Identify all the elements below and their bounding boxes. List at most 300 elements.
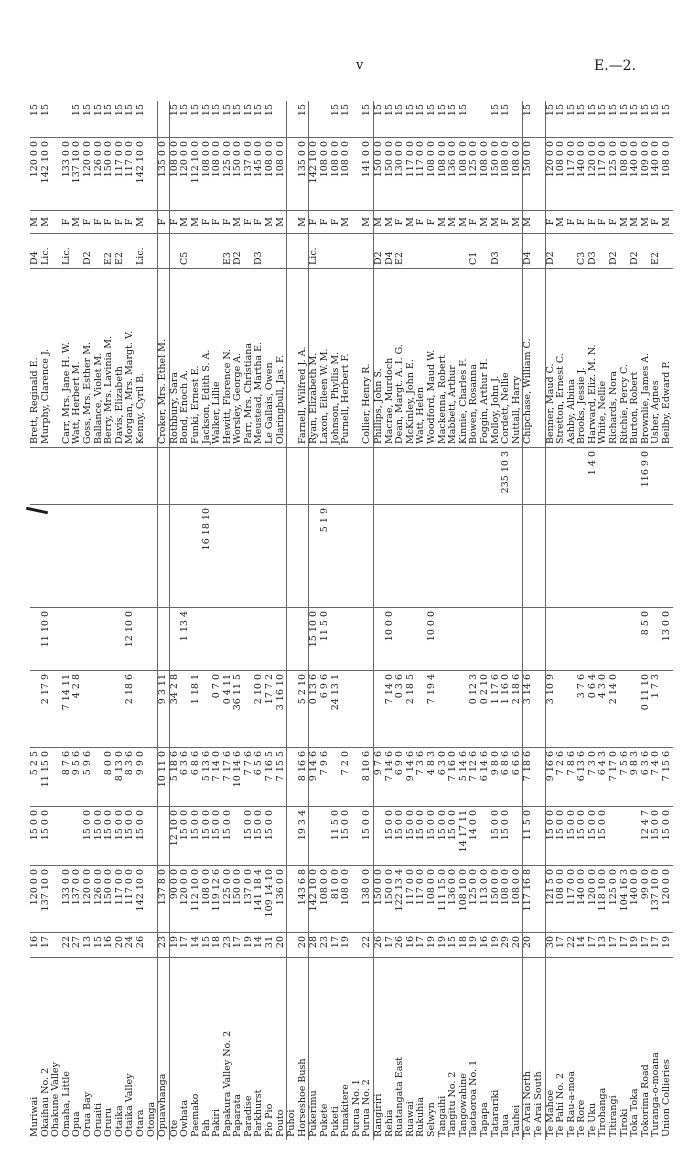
cell-a: 137 8 0	[158, 866, 170, 933]
cell-teacher: McKinley, John E.	[406, 269, 417, 448]
cell-f	[158, 505, 170, 608]
cell-f: 5 1 9	[320, 505, 331, 608]
cell-grade: 27	[72, 933, 83, 958]
cell-school: Pouto	[276, 958, 287, 1141]
table-row	[202, 101, 213, 1140]
cell-sex: F	[223, 211, 234, 234]
cell-salary: 142 10 0	[309, 138, 320, 211]
cell-grade: 17	[233, 933, 244, 958]
table-row	[83, 101, 94, 1140]
cell-e	[223, 608, 234, 671]
cell-a: 111 15 0	[438, 866, 449, 933]
cell-school: Pakiri	[212, 958, 223, 1141]
cell-c: 6 8 6	[191, 748, 202, 807]
cell-b: 15 0 0	[223, 807, 234, 866]
table-row	[469, 101, 480, 1140]
table-row	[331, 101, 342, 1140]
cell-e	[62, 608, 73, 671]
cell-f	[545, 505, 556, 608]
cell-classification: Lic.	[136, 234, 147, 269]
cell-school: Toka Toka	[630, 958, 641, 1141]
cell-g	[233, 448, 244, 505]
cell-classification: E2	[395, 234, 406, 269]
cell-sex: M	[556, 211, 567, 234]
cell-grade: 17	[331, 933, 342, 958]
cell-f	[180, 505, 191, 608]
cell-b: 15 0 0	[115, 807, 126, 866]
cell-classification: C3	[577, 234, 588, 269]
cell-allowance	[51, 101, 62, 138]
cell-classification: D3	[588, 234, 599, 269]
cell-teacher: Bowen, Rosanna	[469, 269, 480, 448]
cell-grade: 24	[125, 933, 136, 958]
cell-salary: 108 0 0	[276, 138, 287, 211]
cell-b: 15 0 0	[104, 807, 115, 866]
cell-f	[512, 505, 523, 608]
cell-sex: M	[72, 211, 83, 234]
cell-allowance: 15	[394, 104, 406, 117]
cell-d	[341, 671, 352, 748]
cell-f	[427, 505, 438, 608]
cell-g	[523, 448, 534, 505]
cell-f	[62, 505, 73, 608]
cell-e	[523, 608, 534, 671]
cell-e	[30, 608, 41, 671]
cell-allowance	[158, 101, 170, 138]
cell-school: Owhata	[180, 958, 191, 1141]
cell-teacher: Ryan, Elizabeth M.	[309, 269, 320, 448]
cell-b: 15 0 0	[265, 807, 276, 866]
cell-f	[395, 505, 406, 608]
cell-school: Turanga-o-moana	[651, 958, 662, 1141]
cell-classification	[406, 234, 417, 269]
cell-e	[191, 608, 202, 671]
cell-d	[374, 671, 385, 748]
cell-c	[147, 748, 158, 807]
cell-salary: 108 0 0	[341, 138, 352, 211]
cell-school: Oruaiti	[94, 958, 105, 1141]
cell-salary: 150 0 0	[374, 138, 385, 211]
cell-c: 8 10 6	[362, 748, 373, 807]
cell-d: 7 14 11	[62, 671, 73, 748]
cell-f	[459, 505, 470, 608]
cell-d: 2 18 6	[512, 671, 523, 748]
cell-teacher: Walker, Lillie	[212, 269, 223, 448]
cell-teacher: Rothbury, Sara	[169, 269, 180, 448]
cell-d	[352, 671, 363, 748]
cell-b: 15 0 0	[416, 807, 427, 866]
cell-school: Opuawhanga	[158, 958, 170, 1141]
cell-salary: 117 0 0	[598, 138, 609, 211]
cell-sex: F	[62, 211, 73, 234]
cell-d: 36 11 5	[233, 671, 244, 748]
cell-c: 6 3 6	[180, 748, 191, 807]
cell-b: 15 0 0	[94, 807, 105, 866]
cell-a: 140 0 0	[630, 866, 641, 933]
cell-classification	[298, 234, 309, 269]
cell-a: 117 0 0	[416, 866, 427, 933]
cell-school: Punakitere	[341, 958, 352, 1141]
cell-e	[512, 608, 523, 671]
cell-classification: C5	[180, 234, 191, 269]
cell-salary: 126 0 0	[94, 138, 105, 211]
cell-sex: M	[374, 211, 385, 234]
cell-teacher: Ashby, Albina	[567, 269, 578, 448]
cell-classification: D2	[83, 234, 94, 269]
cell-teacher: Watt, Herbert M.	[72, 269, 83, 448]
cell-g	[30, 448, 41, 505]
cell-f	[588, 505, 599, 608]
cell-salary: 150 0 0	[523, 138, 534, 211]
cell-c: 8 0 0	[104, 748, 115, 807]
cell-b: 15 0 0	[577, 807, 588, 866]
cell-school: Parkhurst	[254, 958, 265, 1141]
cell-sex: F	[320, 211, 331, 234]
cell-classification: D4	[385, 234, 396, 269]
table-row	[62, 101, 73, 1140]
table-row	[341, 101, 352, 1140]
cell-d	[620, 671, 631, 748]
cell-e	[341, 608, 352, 671]
cell-c: 7 15 6	[662, 748, 673, 807]
cell-a: 108 0 0	[320, 866, 331, 933]
cell-g	[265, 448, 276, 505]
cell-allowance: 15	[39, 104, 51, 117]
cell-sex: F	[169, 211, 180, 234]
cell-g	[480, 448, 491, 505]
cell-classification: D4	[523, 234, 534, 269]
cell-salary: 108 0 0	[331, 138, 342, 211]
cell-d	[94, 671, 105, 748]
cell-teacher: Ballance, Violet M.	[94, 269, 105, 448]
cell-school: Otonga	[147, 958, 158, 1141]
cell-teacher: Kenny, Cyril B.	[136, 269, 147, 448]
cell-b: 15 0 0	[501, 807, 512, 866]
cell-c: 9 14 6	[309, 748, 320, 807]
table-row	[427, 101, 438, 1140]
cell-sex: F	[254, 211, 265, 234]
cell-classification: Lic.	[309, 234, 320, 269]
cell-school: Te Arai South	[534, 958, 545, 1141]
cell-a: 125 0 0	[469, 866, 480, 933]
cell-sex: M	[385, 211, 396, 234]
cell-d	[104, 671, 115, 748]
table-row	[374, 101, 385, 1140]
cell-sex: F	[83, 211, 94, 234]
cell-c: 5 14 6	[459, 748, 470, 807]
cell-sex: M	[233, 211, 244, 234]
cell-c: 7 12 6	[469, 748, 480, 807]
cell-a: 117 0 0	[567, 866, 578, 933]
cell-e	[265, 608, 276, 671]
cell-sex: M	[406, 211, 417, 234]
cell-e	[352, 608, 363, 671]
cell-classification	[287, 234, 298, 269]
cell-school: Tangitu No. 2	[448, 958, 459, 1141]
cell-g	[104, 448, 115, 505]
table-row	[588, 101, 599, 1140]
cell-salary: 150 0 0	[385, 138, 396, 211]
cell-salary: 140 0 0	[651, 138, 662, 211]
cell-g	[362, 448, 373, 505]
cell-g	[651, 448, 662, 505]
cell-c: 6 13 6	[577, 748, 588, 807]
cell-teacher: Murphy, Clarence J.	[41, 269, 52, 448]
cell-salary: 108 0 0	[427, 138, 438, 211]
cell-classification: E3	[223, 234, 234, 269]
table-row	[406, 101, 417, 1140]
cell-school: Union Collieries	[662, 958, 673, 1141]
cell-salary: 117 0 0	[406, 138, 417, 211]
cell-f	[501, 505, 512, 608]
cell-b: 15 0 0	[180, 807, 191, 866]
cell-salary: 117 0 0	[416, 138, 427, 211]
cell-c: 6 3 0	[438, 748, 449, 807]
cell-d	[448, 671, 459, 748]
cell-d: 3 16 10	[276, 671, 287, 748]
cell-f	[448, 505, 459, 608]
cell-c: 9 9 0	[136, 748, 147, 807]
cell-allowance	[534, 101, 545, 138]
cell-c: 5 18 6	[169, 748, 180, 807]
cell-teacher: Laxon, Eileen W. M.	[320, 269, 331, 448]
page-number: v	[356, 58, 364, 73]
cell-g	[147, 448, 158, 505]
cell-school: Tiroki	[620, 958, 631, 1141]
cell-grade: 15	[448, 933, 459, 958]
cell-salary: 108 0 0	[556, 138, 567, 211]
cell-teacher: Richards, Nora	[609, 269, 620, 448]
cell-g: 116 9 0	[641, 448, 652, 505]
table-row	[265, 101, 276, 1140]
cell-a: 109 14 10	[265, 866, 276, 933]
cell-f	[362, 505, 373, 608]
cell-classification	[534, 234, 545, 269]
cell-teacher: Chipchase, William C.	[523, 269, 534, 448]
cell-classification: Lic.	[62, 234, 73, 269]
cell-sex: F	[244, 211, 255, 234]
cell-e: 8 5 0	[641, 608, 652, 671]
cell-allowance: 15	[586, 104, 598, 117]
cell-d	[556, 671, 567, 748]
cell-c: 4 8 3	[427, 748, 438, 807]
cell-grade: 19	[427, 933, 438, 958]
cell-c: 5 9 6	[83, 748, 94, 807]
cell-a: 90 0 0	[169, 866, 180, 933]
cell-salary: 130 0 0	[395, 138, 406, 211]
cell-f: 16 18 10	[202, 505, 213, 608]
cell-d: 2 10 0	[254, 671, 265, 748]
cell-b	[374, 807, 385, 866]
cell-g	[94, 448, 105, 505]
cell-f	[598, 505, 609, 608]
cell-teacher: Burton, Robert	[630, 269, 641, 448]
cell-a: 140 0 0	[577, 866, 588, 933]
cell-salary: 108 0 0	[501, 138, 512, 211]
cell-e	[501, 608, 512, 671]
cell-teacher: Cordett, Nellie	[501, 269, 512, 448]
table-row	[480, 101, 491, 1140]
cell-d	[362, 671, 373, 748]
cell-teacher: Le Gallais, Owen	[265, 269, 276, 448]
cell-allowance: 15	[629, 104, 641, 117]
cell-teacher: Berry, Mrs. Lavinia M.	[104, 269, 115, 448]
cell-school: Taua	[501, 958, 512, 1141]
cell-classification: E2	[115, 234, 126, 269]
cell-f	[385, 505, 396, 608]
cell-c	[534, 748, 545, 807]
cell-b: 15 0 0	[136, 807, 147, 866]
cell-sex: F	[577, 211, 588, 234]
cell-classification: E2	[104, 234, 115, 269]
cell-school: Opua	[72, 958, 83, 1141]
table-row	[491, 101, 502, 1140]
cell-f	[556, 505, 567, 608]
cell-allowance: 15	[232, 104, 244, 117]
cell-allowance	[469, 101, 480, 138]
cell-g	[545, 448, 556, 505]
cell-e	[480, 608, 491, 671]
cell-sex: F	[609, 211, 620, 234]
cell-a: 120 0 0	[180, 866, 191, 933]
cell-school: Otaika	[115, 958, 126, 1141]
cell-sex: M	[362, 211, 373, 234]
cell-sex: F	[331, 211, 342, 234]
cell-salary: 136 0 0	[448, 138, 459, 211]
cell-teacher: White, Nellie	[598, 269, 609, 448]
cell-teacher: Farnell, Wilfred J. A.	[298, 269, 309, 448]
cell-school: Okaihau No. 2	[41, 958, 52, 1141]
cell-allowance: 15	[639, 104, 651, 117]
cell-e	[331, 608, 342, 671]
cell-a: 141 18 4	[254, 866, 265, 933]
cell-e	[567, 608, 578, 671]
cell-allowance: 15	[565, 104, 577, 117]
cell-g	[136, 448, 147, 505]
cell-sex: M	[480, 211, 491, 234]
cell-salary	[147, 138, 158, 211]
cell-c: 8 16 6	[298, 748, 309, 807]
table-row	[523, 101, 534, 1140]
cell-f	[41, 505, 52, 608]
cell-g	[223, 448, 234, 505]
cell-allowance: 15	[264, 104, 276, 117]
cell-sex	[147, 211, 158, 234]
cell-f	[147, 505, 158, 608]
cell-salary: 117 0 0	[115, 138, 126, 211]
cell-sex: M	[448, 211, 459, 234]
cell-f	[352, 505, 363, 608]
cell-a: 120 0 0	[30, 866, 41, 933]
cell-salary: 108 0 0	[662, 138, 673, 211]
cell-f	[223, 505, 234, 608]
cell-b: 15 0 0	[662, 807, 673, 866]
cell-b	[147, 807, 158, 866]
cell-sex: F	[202, 211, 213, 234]
cell-salary: 142 10 0	[136, 138, 147, 211]
cell-classification	[191, 234, 202, 269]
cell-salary: 142 10 0	[41, 138, 52, 211]
cell-teacher: Johnson, Phyllis M.	[331, 269, 342, 448]
cell-g	[309, 448, 320, 505]
cell-a: 137 0 0	[244, 866, 255, 933]
cell-b: 15 0 0	[438, 807, 449, 866]
table-row	[191, 101, 202, 1140]
cell-b: 15 0 0	[191, 807, 202, 866]
cell-sex: F	[94, 211, 105, 234]
cell-sex: M	[341, 211, 352, 234]
cell-grade: 30	[545, 933, 556, 958]
cell-teacher: Croker, Mrs. Ethel M.	[158, 269, 170, 448]
cell-classification	[427, 234, 438, 269]
cell-school: Orua Bay	[83, 958, 94, 1141]
cell-sex: F	[309, 211, 320, 234]
cell-e	[620, 608, 631, 671]
cell-e	[83, 608, 94, 671]
cell-f	[72, 505, 83, 608]
cell-a: 117 16 8	[523, 866, 534, 933]
cell-c: 6 4 3	[598, 748, 609, 807]
cell-grade: 22	[362, 933, 373, 958]
cell-a	[534, 866, 545, 933]
cell-classification	[276, 234, 287, 269]
cell-c: 10 14 6	[233, 748, 244, 807]
cell-f	[416, 505, 427, 608]
cell-a: 138 0 0	[362, 866, 373, 933]
cell-allowance	[480, 101, 491, 138]
cell-a: 142 10 0	[136, 866, 147, 933]
cell-c: 5 2 5	[30, 748, 41, 807]
cell-school: Puketi	[331, 958, 342, 1141]
cell-teacher: Harward, Eliz. M. N.	[588, 269, 599, 448]
cell-a: 117 0 0	[406, 866, 417, 933]
cell-e	[51, 608, 62, 671]
cell-salary: 120 0 0	[30, 138, 41, 211]
cell-sex: F	[416, 211, 427, 234]
cell-a: 108 0 0	[501, 866, 512, 933]
cell-c: 7 18 6	[523, 748, 534, 807]
cell-allowance: 15	[124, 104, 136, 117]
cell-b: 11 5 0	[523, 807, 534, 866]
table-row	[352, 101, 363, 1140]
cell-sex: F	[427, 211, 438, 234]
cell-g	[534, 448, 545, 505]
cell-e	[254, 608, 265, 671]
cell-grade: 26	[136, 933, 147, 958]
cell-f	[169, 505, 180, 608]
cell-d: 17 7 2	[265, 671, 276, 748]
cell-classification	[556, 234, 567, 269]
cell-classification	[202, 234, 213, 269]
cell-school: Papakura Valley No. 2	[223, 958, 234, 1141]
cell-g	[385, 448, 396, 505]
cell-b: 15 0 0	[254, 807, 265, 866]
cell-sex: M	[620, 211, 631, 234]
cell-a: 150 0 0	[491, 866, 502, 933]
cell-f	[620, 505, 631, 608]
cell-grade	[147, 933, 158, 958]
cell-f	[83, 505, 94, 608]
cell-a: 150 0 0	[233, 866, 244, 933]
cell-e: 12 10 0	[125, 608, 136, 671]
cell-g	[180, 448, 191, 505]
cell-teacher: Worsley, George A.	[233, 269, 244, 448]
cell-teacher: Parr, Mrs. Christiana	[244, 269, 255, 448]
cell-allowance: 15	[457, 104, 469, 117]
cell-c: 5 13 6	[202, 748, 213, 807]
cell-grade: 17	[609, 933, 620, 958]
cell-c: 10 11 0	[158, 748, 170, 807]
